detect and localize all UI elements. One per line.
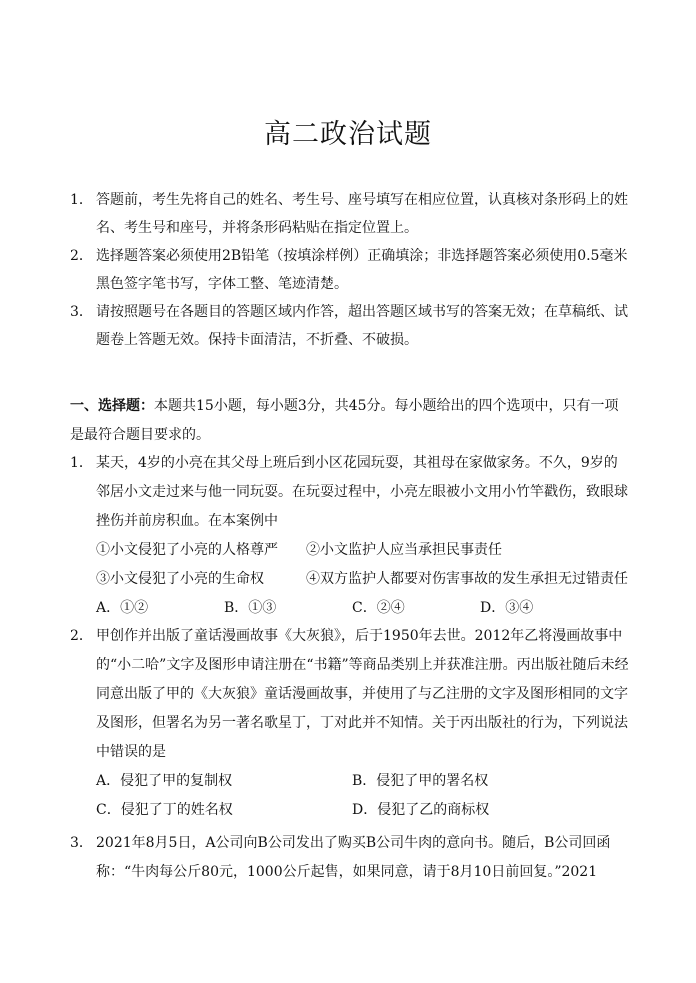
page-title: 高二政治试题 <box>264 119 432 150</box>
section-label: 一、选择题： <box>70 398 154 414</box>
option-a: A．侵犯了甲的复制权 <box>96 773 233 789</box>
question-text: 某天，4岁的小亮在其父母上班后到小区花园玩耍，其祖母在家做家务。不久，9岁的邻居小文走过来与他一同玩耍。在玩耍过程中，小亮左眼被小文用小竹竿戳伤，致眼球挫伤并前房积血。在本案例中 <box>96 455 628 529</box>
notice-text: 请按照题号在各题目的答题区域内作答，超出答题区域书写的答案无效；在草稿纸、试题卷上答题无效。保持卡面清洁，不折叠、不破损。 <box>96 304 628 348</box>
option-c: C．侵犯了丁的姓名权 <box>96 802 233 818</box>
option-c: C．②④ <box>352 600 405 616</box>
question-number: 3． <box>70 835 93 851</box>
notice-item <box>70 242 630 298</box>
question-3 <box>70 829 630 887</box>
notice-list <box>70 186 630 354</box>
question-stem <box>70 449 630 536</box>
notice-item <box>70 298 630 354</box>
statement-1: ①小文侵犯了小亮的人格尊严 <box>96 542 278 558</box>
statement-4: ④双方监护人都要对伤害事故的发生承担无过错责任 <box>306 571 628 587</box>
section-header <box>70 392 630 450</box>
question-2 <box>70 622 630 825</box>
statement-3: ③小文侵犯了小亮的生命权 <box>96 571 264 587</box>
statement-list <box>70 536 630 594</box>
option-a: A．①② <box>96 600 149 616</box>
question-1 <box>70 449 630 623</box>
question-number: 2． <box>70 628 93 644</box>
statement-2: ②小文监护人应当承担民事责任 <box>306 542 502 558</box>
option-d: D．侵犯了乙的商标权 <box>352 802 490 818</box>
option-list <box>70 594 630 623</box>
section-instructions: 本题共15小题，每小题3分，共45分。每小题给出的四个选项中，只有一项是最符合题目要求的。 <box>70 398 619 443</box>
question-text: 2021年8月5日，A公司向B公司发出了购买B公司牛肉的意向书。随后，B公司回函称：“牛肉每公斤80元，1000公斤起售，如果同意，请于8月10日前回复。”2021 <box>96 835 611 880</box>
option-b: B．侵犯了甲的署名权 <box>352 773 489 789</box>
notice-text: 选择题答案必须使用2B铅笔（按填涂样例）正确填涂；非选择题答案必须使用0.5毫米黑色签字笔书写，字体工整、笔迹清楚。 <box>96 248 628 292</box>
option-d: D．③④ <box>480 600 534 616</box>
question-stem <box>70 622 630 767</box>
notice-number: 2． <box>70 248 93 264</box>
notice-number: 3． <box>70 304 93 320</box>
notice-number: 1． <box>70 192 93 208</box>
question-text: 甲创作并出版了童话漫画故事《大灰狼》，后于1950年去世。2012年乙将漫画故事中的“小二哈”文字及图形申请注册在“书籍”等商品类别上并获准注册。丙出版社随后未经同意出版了甲的《大灰狼》童话漫画故事，并使用了与乙注册的文字及图形相同的文字及图形，但署名为另一著名歌星丁，丁对此并不知情。关于丙出版社的行为，下列说法中错误的是 <box>96 628 629 760</box>
question-stem <box>70 829 630 887</box>
option-b: B．①③ <box>224 600 277 616</box>
notice-item <box>70 186 630 242</box>
notice-text: 答题前，考生先将自己的姓名、考生号、座号填写在相应位置，认真核对条形码上的姓名、考生号和座号，并将条形码粘贴在指定位置上。 <box>96 192 628 236</box>
question-number: 1． <box>70 455 93 471</box>
option-list <box>70 767 630 825</box>
